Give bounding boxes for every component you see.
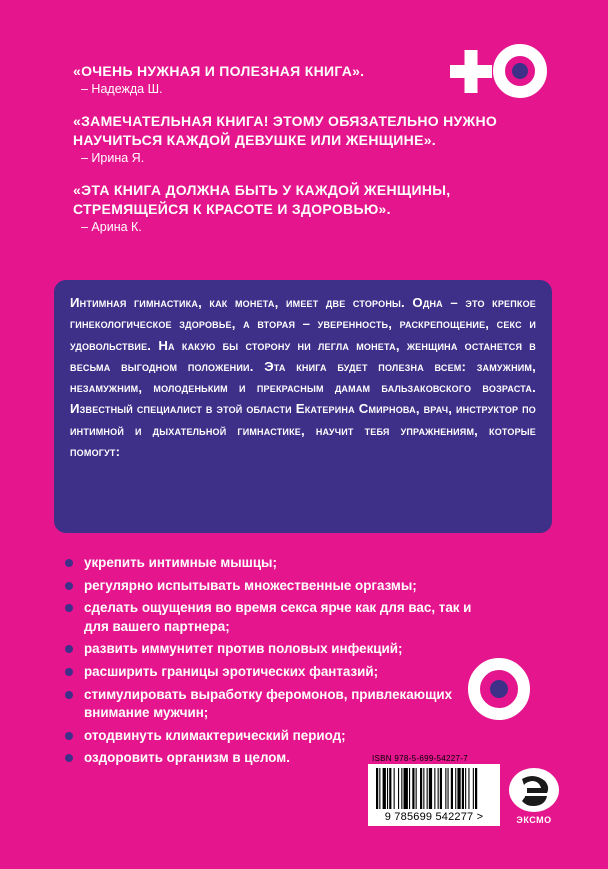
- barcode-bar: [398, 768, 399, 809]
- barcode-bar: [475, 768, 477, 809]
- bullet-dot-icon: [65, 604, 73, 612]
- list-item-text: оздоровить организм в целом.: [84, 750, 290, 766]
- barcode-bar: [416, 768, 417, 809]
- quote-author: – Надежда Ш.: [81, 82, 163, 96]
- description-text: Интимная гимнастика, как монета, имеет две стороны. Одна – это крепкое гинекологическое здоровье, а вторая – уверенность, раскрепощение, секс и удовольствие. На какую бы сторону ни легла монета, женщина останется в весьма выгодном положении. Эта книга будет полезна всем: замужним, незамужним, молоденьким и прекрасным дамам бальзаковского возраста. Известный специалист в этой области Екатерина Смирнова, врач, инструктор по интимной и дыхательной гимнастике, научит тебя упражнениям, которые помогут:: [70, 295, 536, 460]
- barcode-bar: [448, 768, 449, 809]
- bullet-dot-icon: [65, 582, 73, 590]
- barcode-bar: [420, 768, 422, 809]
- barcode-bar: [427, 768, 428, 809]
- bullet-dot-icon: [65, 559, 73, 567]
- list-item: [62, 686, 482, 723]
- barcode-bar: [401, 768, 402, 809]
- barcode-bar: [465, 768, 466, 809]
- bullet-dot-icon: [65, 732, 73, 740]
- quote-text: «ЗАМЕЧАТЕЛЬНАЯ КНИГА! ЭТОМУ ОБЯЗАТЕЛЬНО НУЖНО НАУЧИТЬСЯ КАЖДОЙ ДЕВУШКЕ ИЛИ ЖЕНЩИНЕ».: [73, 113, 498, 148]
- eksmo-logo-icon: [505, 766, 563, 814]
- quote-text: «ЭТА КНИГА ДОЛЖНА БЫТЬ У КАЖДОЙ ЖЕНЩИНЫ, СТРЕМЯЩЕЙСЯ К КРАСОТЕ И ЗДОРОВЬЮ».: [73, 182, 451, 217]
- list-item-text: регулярно испытывать множественные оргазмы;: [84, 577, 417, 593]
- barcode-bar: [376, 768, 378, 809]
- list-item-text: стимулировать выработку феромонов, привлекающих внимание мужчин;: [84, 686, 453, 721]
- list-item-text: укрепить интимные мышцы;: [84, 555, 277, 570]
- barcode-bar: [462, 768, 464, 809]
- barcode-bar: [438, 768, 439, 809]
- quote-text: «ОЧЕНЬ НУЖНАЯ И ПОЛЕЗНАЯ КНИГА».: [73, 63, 365, 79]
- publisher-name: ЭКСМО: [516, 815, 552, 825]
- barcode-bar: [387, 768, 388, 809]
- quote: [73, 181, 543, 235]
- list-item: [62, 640, 482, 659]
- barcode-bar: [440, 768, 442, 809]
- list-item: [62, 554, 482, 573]
- barcode-bar: [455, 768, 456, 809]
- quote: [73, 112, 543, 166]
- barcode-bar: [457, 768, 460, 809]
- description-box: [54, 280, 552, 533]
- list-item-text: развить иммунитет против половых инфекций;: [84, 641, 403, 657]
- list-item: [62, 577, 482, 596]
- barcode-bars: [368, 764, 500, 811]
- barcode-bar: [409, 768, 410, 809]
- barcode-bar: [412, 768, 414, 809]
- bullet-dot-icon: [65, 691, 73, 699]
- barcode-bar: [451, 768, 453, 809]
- barcode: [368, 764, 500, 826]
- list-item-text: отодвинуть климактерический период;: [84, 727, 346, 743]
- barcode-bar: [468, 768, 469, 809]
- list-item: [62, 663, 482, 682]
- barcode-bar: [473, 768, 474, 809]
- bullet-dot-icon: [65, 754, 73, 762]
- barcode-digits: 9 785699 542277 >: [384, 811, 484, 823]
- benefits-list: [62, 554, 482, 772]
- barcode-bar: [445, 768, 446, 809]
- barcode-bar: [423, 768, 424, 809]
- barcode-bar: [434, 768, 435, 809]
- barcode-bar: [389, 768, 391, 809]
- bullet-dot-icon: [65, 668, 73, 676]
- barcode-bar: [429, 768, 432, 809]
- barcode-bar: [404, 768, 408, 809]
- barcode-bar: [383, 768, 386, 809]
- list-item-text: расширить границы эротических фантазий;: [84, 663, 379, 679]
- quote-author: – Ирина Я.: [81, 151, 145, 165]
- female-symbol-icon: [466, 656, 532, 722]
- list-item: [62, 599, 482, 636]
- bullet-dot-icon: [65, 645, 73, 653]
- publisher-logo: [505, 766, 563, 832]
- female-plus-symbol-icon: [448, 40, 560, 102]
- list-item: [62, 727, 482, 746]
- barcode-bar: [394, 768, 395, 809]
- isbn-label: ISBN 978-5-699-54227-7: [372, 754, 468, 763]
- barcode-bar: [379, 768, 380, 809]
- list-item-text: сделать ощущения во время секса ярче как для вас, так и для вашего партнера;: [84, 600, 472, 634]
- quote-author: – Арина К.: [81, 220, 142, 234]
